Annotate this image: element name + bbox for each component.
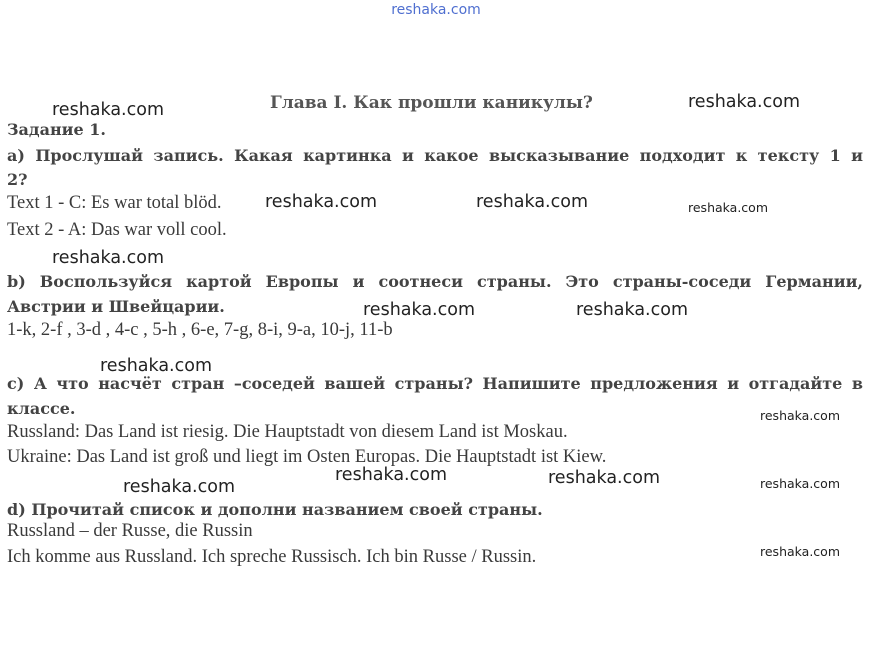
- question-a-line2: 2?: [7, 170, 28, 189]
- watermark: reshaka.com: [760, 408, 840, 423]
- watermark: reshaka.com: [576, 300, 688, 320]
- watermark: reshaka.com: [335, 465, 447, 485]
- watermark: reshaka.com: [760, 544, 840, 559]
- task-label: Задание 1.: [7, 120, 106, 139]
- answer-d-line1: Russland – der Russe, die Russin: [7, 521, 253, 541]
- watermark: reshaka.com: [52, 248, 164, 268]
- watermark: reshaka.com: [476, 192, 588, 212]
- answer-b: 1-k, 2-f , 3-d , 4-c , 5-h , 6-e, 7-g, 8-i, 9-a, 10-j, 11-b: [7, 320, 393, 340]
- answer-c-ukraine: Ukraine: Das Land ist groß und liegt im Osten Europas. Die Hauptstadt ist Kiew.: [7, 447, 607, 467]
- answer-d-line2: Ich komme aus Russland. Ich spreche Russisch. Ich bin Russe / Russin.: [7, 547, 537, 567]
- answer-a-text2: Text 2 - A: Das war voll cool.: [7, 220, 227, 240]
- question-d: d) Прочитай список и дополни названием своей страны.: [7, 500, 543, 519]
- watermark: reshaka.com: [363, 300, 475, 320]
- question-c-line1: с) А что насчёт стран –соседей вашей страны? Напишите предложения и отгадайте в: [7, 374, 863, 393]
- question-a-line1: а) Прослушай запись. Какая картинка и какое высказывание подходит к тексту 1 и: [7, 146, 863, 165]
- question-b-line2: Австрии и Швейцарии.: [7, 297, 225, 316]
- answer-a-text1: Text 1 - C: Es war total blöd.: [7, 193, 222, 213]
- watermark: reshaka.com: [265, 192, 377, 212]
- watermark: reshaka.com: [760, 476, 840, 491]
- watermark: reshaka.com: [548, 468, 660, 488]
- chapter-title: Глава I. Как прошли каникулы?: [270, 93, 593, 113]
- watermark: reshaka.com: [688, 92, 800, 112]
- watermark: reshaka.com: [100, 356, 212, 376]
- question-b-line1: b) Воспользуйся картой Европы и соотнеси страны. Это страны-соседи Германии,: [7, 272, 863, 291]
- watermark: reshaka.com: [688, 200, 768, 215]
- watermark: reshaka.com: [52, 100, 164, 120]
- top-watermark[interactable]: reshaka.com: [391, 2, 481, 18]
- answer-c-russland: Russland: Das Land ist riesig. Die Hauptstadt von diesem Land ist Moskau.: [7, 422, 568, 442]
- watermark: reshaka.com: [123, 477, 235, 497]
- question-c-line2: классе.: [7, 399, 76, 418]
